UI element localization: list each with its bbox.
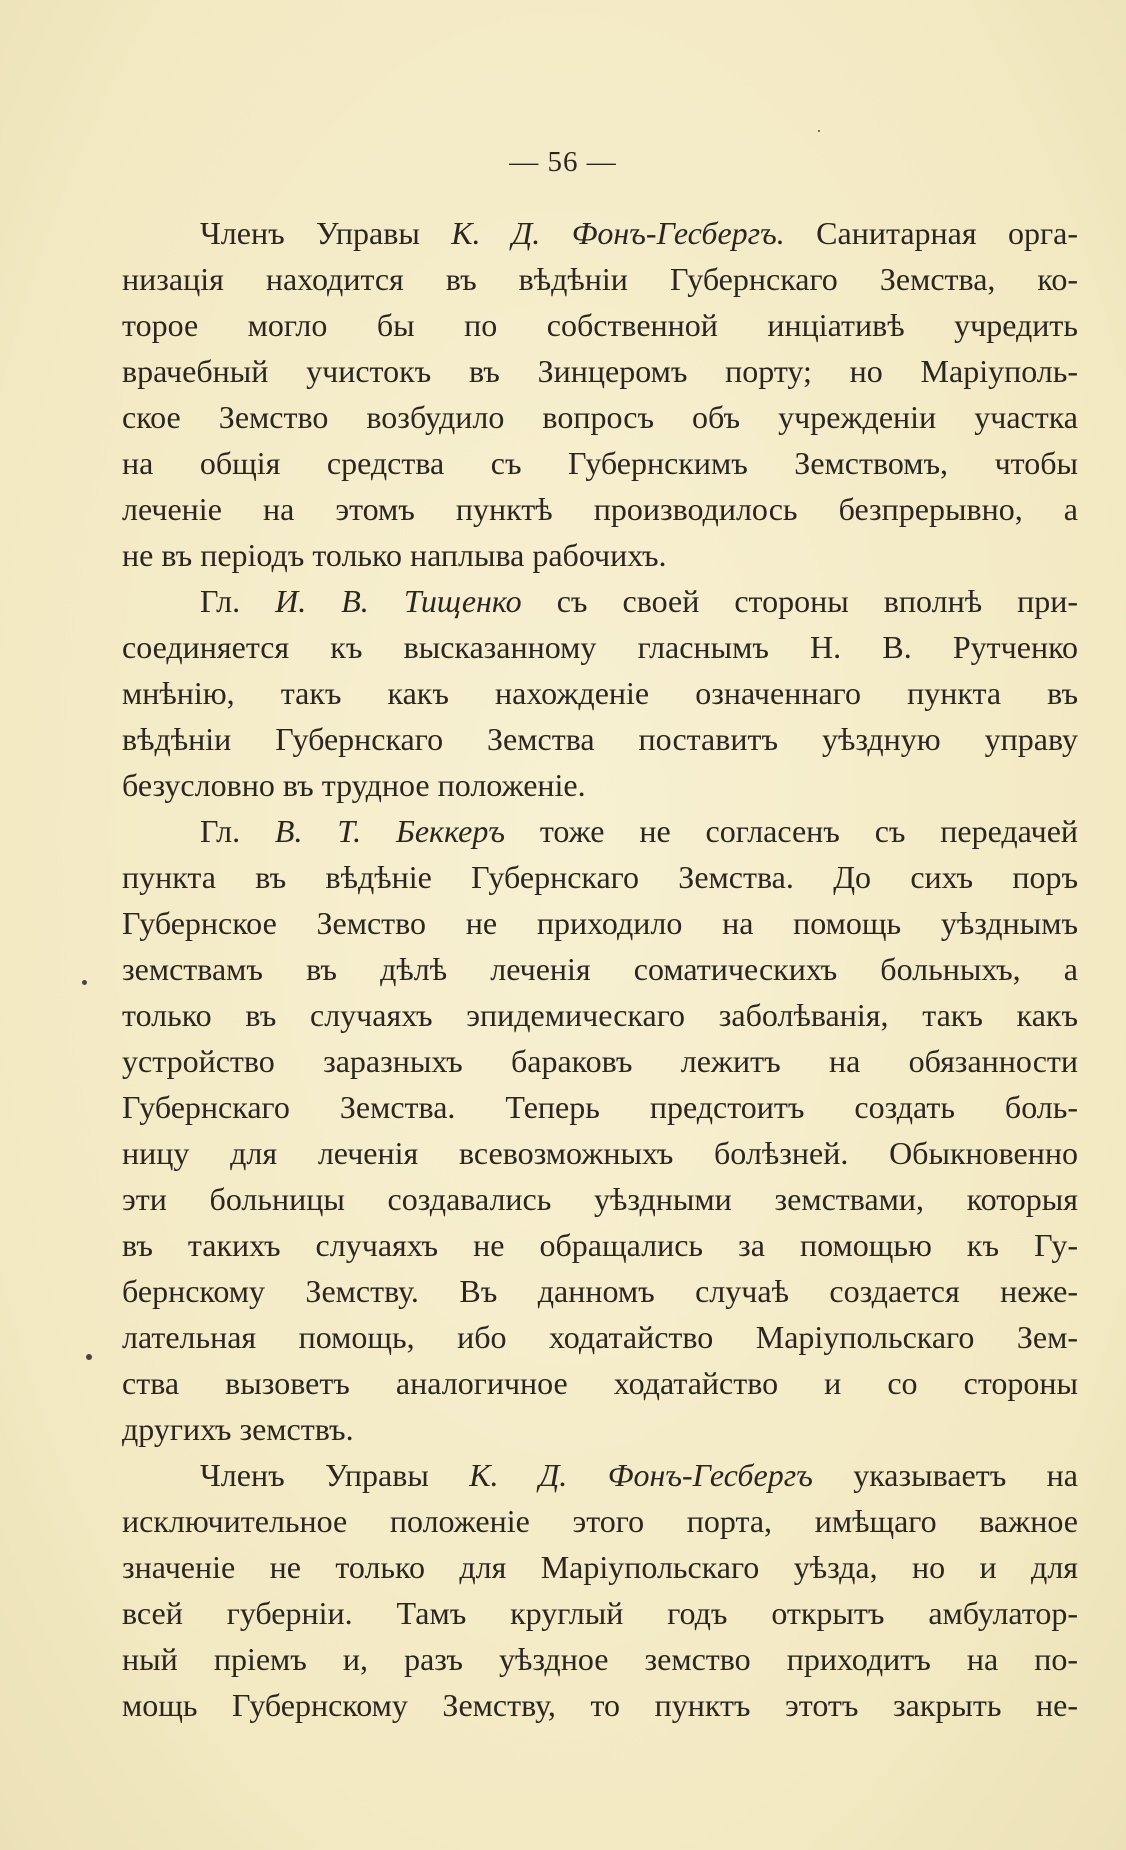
text-line: [122, 1130, 1078, 1176]
text-run: мнѣнію, такъ какъ нахожденіе означеннаго пункта въ: [122, 675, 1078, 711]
text-line: [122, 486, 1078, 532]
text-line: [122, 992, 1078, 1038]
text-run: врачебный учистокъ въ Зинцеромъ порту; но Маріуполь-: [122, 353, 1078, 389]
text-line: [122, 1360, 1078, 1406]
paragraph: [122, 210, 1078, 578]
text-line: [122, 762, 1078, 808]
text-line: [122, 1268, 1078, 1314]
text-run: Санитарная орга-: [784, 215, 1078, 251]
text-run: тоже не согласенъ съ передачей: [504, 813, 1079, 849]
paper-speck: [818, 130, 820, 132]
text-line: [122, 624, 1078, 670]
text-run: вѣдѣніи Губернскаго Земства поставитъ уѣздную управу: [122, 721, 1078, 757]
text-run: на общія средства съ Губернскимъ Земствомъ, чтобы: [122, 445, 1078, 481]
text-run: устройство заразныхъ бараковъ лежитъ на обязанности: [122, 1043, 1078, 1079]
text-run: ницу для леченія всевозможныхъ болѣзней. Обыкновенно: [122, 1135, 1078, 1171]
text-line: [122, 210, 1078, 256]
text-line: [122, 808, 1078, 854]
text-run: бернскому Земству. Въ данномъ случаѣ создается неже-: [122, 1273, 1078, 1309]
text-line: [122, 1498, 1078, 1544]
text-line: [122, 1452, 1078, 1498]
paragraph: [122, 1452, 1078, 1728]
text-line: [122, 946, 1078, 992]
text-run: указываетъ на: [812, 1457, 1078, 1493]
text-line: [122, 348, 1078, 394]
paper-speck: [82, 980, 87, 985]
text-line: [122, 1682, 1078, 1728]
text-line: [122, 670, 1078, 716]
paragraph: [122, 808, 1078, 1452]
text-run: только въ случаяхъ эпидемическаго заболѣванія, такъ какъ: [122, 997, 1078, 1033]
text-line: [122, 1314, 1078, 1360]
text-run: другихъ земствъ.: [122, 1411, 354, 1447]
text-line: [122, 578, 1078, 624]
person-name: К. Д. Фонъ-Гесбергъ.: [451, 215, 785, 251]
text-run: безусловно въ трудное положеніе.: [122, 767, 586, 803]
text-line: [122, 900, 1078, 946]
paragraph: [122, 578, 1078, 808]
body-text: [122, 210, 1078, 1728]
text-run: ства вызоветъ аналогичное ходатайство и со стороны: [122, 1365, 1078, 1401]
text-line: [122, 394, 1078, 440]
text-line: [122, 1406, 1078, 1452]
text-run: въ такихъ случаяхъ не обращались за помощью къ Гу-: [122, 1227, 1078, 1263]
text-run: соединяется къ высказанному гласнымъ Н. В. Рутченко: [122, 629, 1078, 665]
text-run: значеніе не только для Маріупольскаго уѣзда, но и для: [122, 1549, 1078, 1585]
text-run: мощь Губернскому Земству, то пунктъ этотъ закрыть не-: [122, 1687, 1078, 1723]
text-run: исключительное положеніе этого порта, имѣщаго важное: [122, 1503, 1078, 1539]
text-run: леченіе на этомъ пунктѣ производилось безпрерывно, а: [122, 491, 1078, 527]
text-run: Членъ Управы: [200, 215, 452, 251]
text-line: [122, 532, 1078, 578]
text-line: [122, 1590, 1078, 1636]
text-line: [122, 854, 1078, 900]
text-run: ный пріемъ и, разъ уѣздное земство приходитъ на по-: [122, 1641, 1078, 1677]
text-run: не въ періодъ только наплыва рабочихъ.: [122, 537, 667, 573]
text-run: Гл.: [200, 813, 275, 849]
text-line: [122, 716, 1078, 762]
text-run: Членъ Управы: [200, 1457, 470, 1493]
person-name: В. Т. Беккеръ: [274, 813, 505, 849]
text-run: Губернскаго Земства. Теперь предстоитъ создать боль-: [122, 1089, 1078, 1125]
text-line: [122, 1084, 1078, 1130]
text-run: съ своей стороны вполнѣ при-: [521, 583, 1079, 619]
text-line: [122, 1176, 1078, 1222]
text-run: Губернское Земство не приходило на помощь уѣзднымъ: [122, 905, 1078, 941]
text-line: [122, 1544, 1078, 1590]
text-line: [122, 1038, 1078, 1084]
text-run: земствамъ въ дѣлѣ леченія соматическихъ больныхъ, а: [122, 951, 1078, 987]
page-number: — 56 —: [509, 146, 617, 178]
text-line: [122, 1222, 1078, 1268]
text-run: Гл.: [200, 583, 276, 619]
text-line: [122, 1636, 1078, 1682]
text-run: торое могло бы по собственной инціативѣ учредить: [122, 307, 1078, 343]
text-run: эти больницы создавались уѣздными земствами, которыя: [122, 1181, 1078, 1217]
person-name: К. Д. Фонъ-Гесбергъ: [469, 1457, 813, 1493]
text-line: [122, 440, 1078, 486]
text-run: ское Земство возбудило вопросъ объ учрежденіи участка: [122, 399, 1078, 435]
person-name: И. В. Тищенко: [275, 583, 522, 619]
text-run: низація находится въ вѣдѣніи Губернскаго Земства, ко-: [122, 261, 1078, 297]
paper-speck: [86, 1354, 92, 1360]
text-run: всей губерніи. Тамъ круглый годъ открытъ амбулатор-: [122, 1595, 1078, 1631]
text-line: [122, 256, 1078, 302]
text-line: [122, 302, 1078, 348]
text-run: лательная помощь, ибо ходатайство Маріупольскаго Зем-: [122, 1319, 1078, 1355]
text-run: пункта въ вѣдѣніе Губернскаго Земства. До сихъ поръ: [122, 859, 1078, 895]
